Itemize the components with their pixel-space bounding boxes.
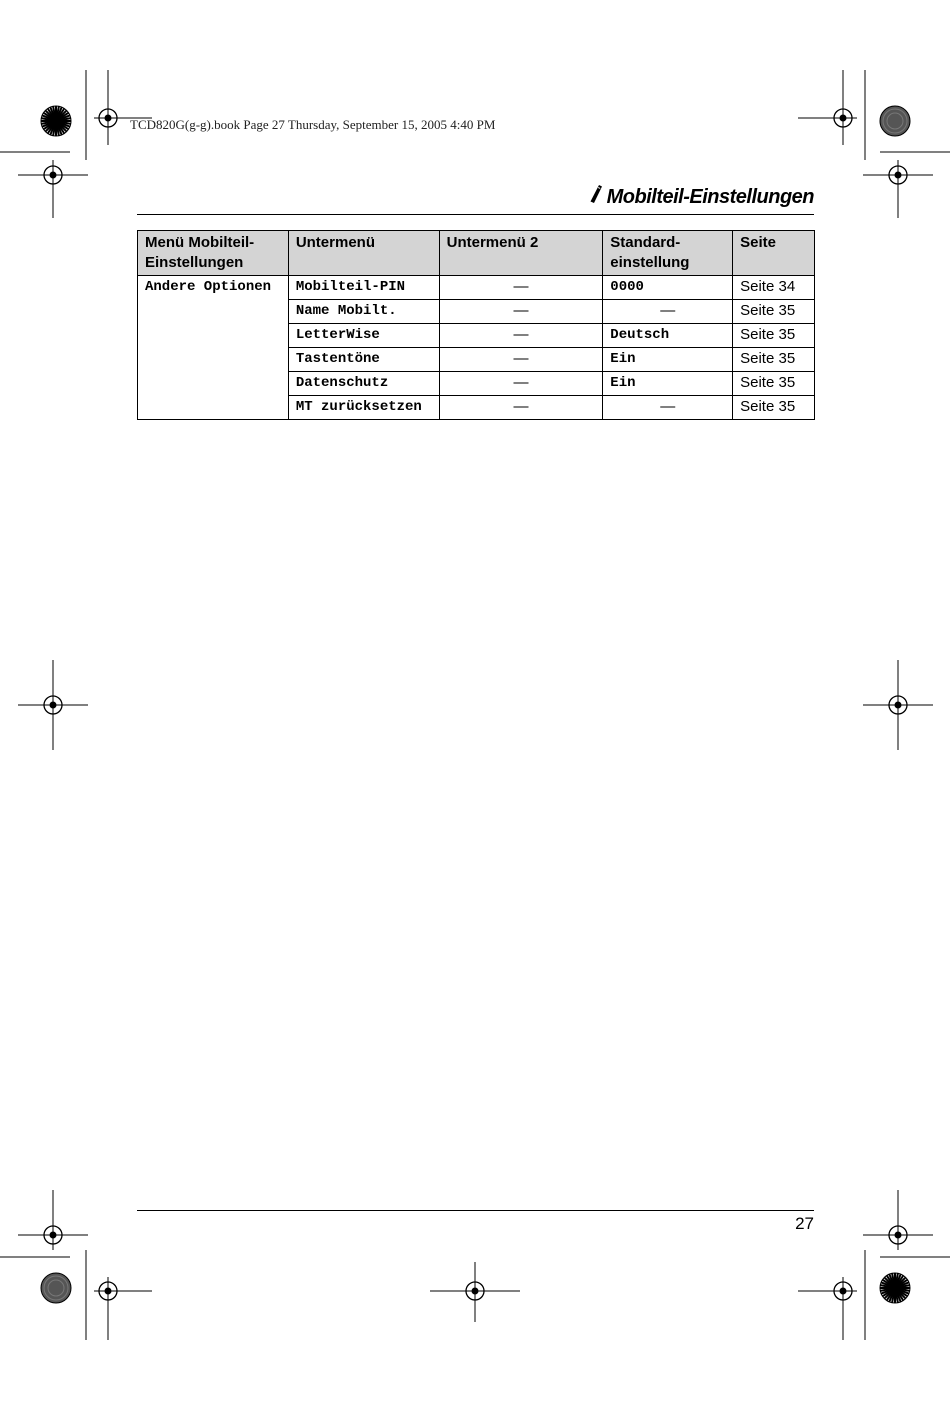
submenu2-cell: — <box>439 300 603 324</box>
submenu-cell: Datenschutz <box>288 372 439 396</box>
page-number: 27 <box>795 1214 814 1233</box>
page-cell: Seite 35 <box>733 372 815 396</box>
submenu2-cell: — <box>439 396 603 420</box>
default-cell: Ein <box>603 348 733 372</box>
page-cell: Seite 35 <box>733 324 815 348</box>
group-cell: Andere Optionen <box>138 276 289 420</box>
section-title-text: Mobilteil-Einstellungen <box>606 185 814 208</box>
table-row <box>138 276 815 300</box>
submenu2-cell: — <box>439 348 603 372</box>
page-cell: Seite 35 <box>733 348 815 372</box>
print-header: TCD820G(g-g).book Page 27 Thursday, September 15, 2005 4:40 PM <box>130 117 496 132</box>
header-page: Seite <box>733 231 815 276</box>
handset-icon <box>589 184 603 210</box>
default-cell: Ein <box>603 372 733 396</box>
submenu-cell: MT zurücksetzen <box>288 396 439 420</box>
title-rule <box>137 214 814 215</box>
default-cell: — <box>603 300 733 324</box>
default-cell: 0000 <box>603 276 733 300</box>
page-cell: Seite 35 <box>733 300 815 324</box>
table-header-row <box>138 231 815 276</box>
header-submenu: Untermenü <box>288 231 439 276</box>
submenu2-cell: — <box>439 372 603 396</box>
submenu2-cell: — <box>439 276 603 300</box>
submenu-cell: LetterWise <box>288 324 439 348</box>
section-title <box>589 184 814 210</box>
page-cell: Seite 34 <box>733 276 815 300</box>
header-submenu2: Untermenü 2 <box>439 231 603 276</box>
header-default: Standard- einstellung <box>603 231 733 276</box>
footer-rule <box>137 1210 814 1211</box>
submenu-cell: Mobilteil-PIN <box>288 276 439 300</box>
page-cell: Seite 35 <box>733 396 815 420</box>
header-menu: Menü Mobilteil- Einstellungen <box>138 231 289 276</box>
submenu2-cell: — <box>439 324 603 348</box>
submenu-cell: Name Mobilt. <box>288 300 439 324</box>
settings-table <box>137 230 815 420</box>
default-cell: Deutsch <box>603 324 733 348</box>
default-cell: — <box>603 396 733 420</box>
submenu-cell: Tastentöne <box>288 348 439 372</box>
